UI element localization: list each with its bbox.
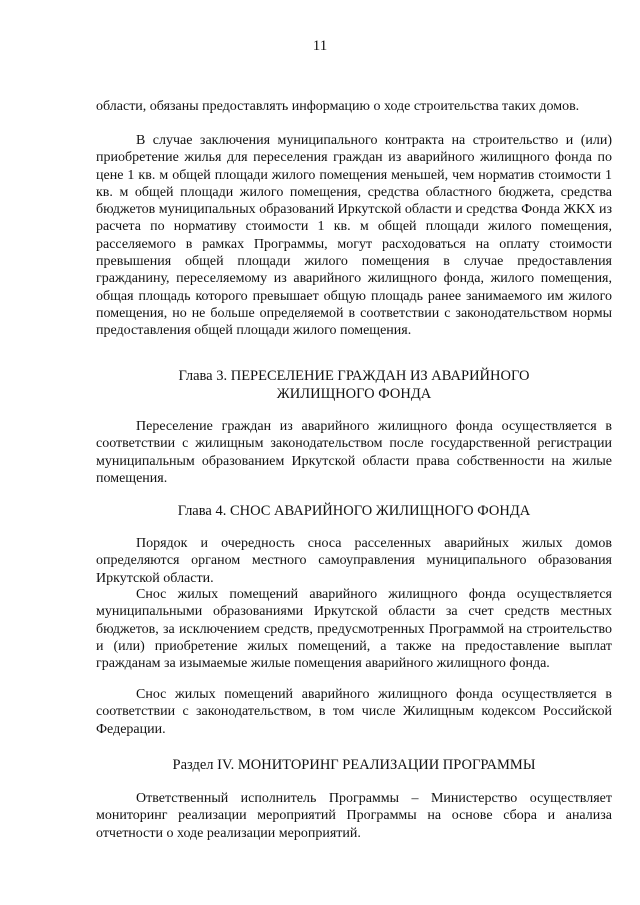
chapter-3-heading-line-2: ЖИЛИЩНОГО ФОНДА <box>276 386 432 402</box>
paragraph-continuation: области, обязаны предоставлять информацию о ходе строительства таких домов. <box>96 99 580 114</box>
chapter-4-heading: Глава 4. СНОС АВАРИЙНОГО ЖИЛИЩНОГО ФОНДА <box>177 503 531 519</box>
paragraph-resettlement: Переселение граждан из аварийного жилищного фонда осуществляется в соответствии с жилищным законодательством после государственной регистрации муниципальным образованием Иркутской области права собственности на жилые помещения. <box>96 419 612 486</box>
section-4-heading: Раздел IV. МОНИТОРИНГ РЕАЛИЗАЦИИ ПРОГРАММЫ <box>172 757 536 773</box>
paragraph-demolition-funding: Снос жилых помещений аварийного жилищного фонда осуществляется муниципальными образованиями Иркутской области за счет средств местных бюджетов, за исключением средств, предусмотренных Программой на строительство и (или) приобретение жилых помещений, а также на предоставление выплат гражданам за изымаемые жилые помещения аварийного жилищного фонда. <box>96 587 612 672</box>
paragraph-municipal-contract: В случае заключения муниципального контракта на строительство и (или) приобретение жилья для переселения граждан из аварийного жилищного фонда по цене 1 кв. м общей площади жилого помещения меньшей, чем норматив стоимости 1 кв. м общей площади жилого помещения, средства областного бюджета, средства бюджетов муниципальных образований Иркутской области и средства Фонда ЖКХ из расчета по нормативу стоимости 1 кв. м общей площади жилого помещения, расселяемого в рамках Программы, могут расходоваться на оплату стоимости превышения общей площади жилого помещения в случае предоставления гражданину, переселяемому из аварийного жилищного фонда, жилого помещения, общая площадь которого превышает общую площадь ранее занимаемого им жилого помещения, но не больше определяемой в соответствии с законодательством нормы предоставления общей площади жилого помещения. <box>96 133 612 339</box>
page-number: 11 <box>312 38 328 54</box>
paragraph-monitoring: Ответственный исполнитель Программы – Министерство осуществляет мониторинг реализации мероприятий Программы на основе сбора и анализа отчетности о ходе реализации мероприятий. <box>96 791 612 841</box>
chapter-3-heading-line-1: Глава 3. ПЕРЕСЕЛЕНИЕ ГРАЖДАН ИЗ АВАРИЙНОГО <box>178 368 530 384</box>
paragraph-demolition-order: Порядок и очередность сноса расселенных аварийных жилых домов определяются органом местного самоуправления муниципального образования Иркутской области. <box>96 536 612 586</box>
chapter-3-heading <box>96 367 612 403</box>
paragraph-demolition-law: Снос жилых помещений аварийного жилищного фонда осуществляется в соответствии с законодательством, в том числе Жилищным кодексом Российской Федерации. <box>96 687 612 737</box>
